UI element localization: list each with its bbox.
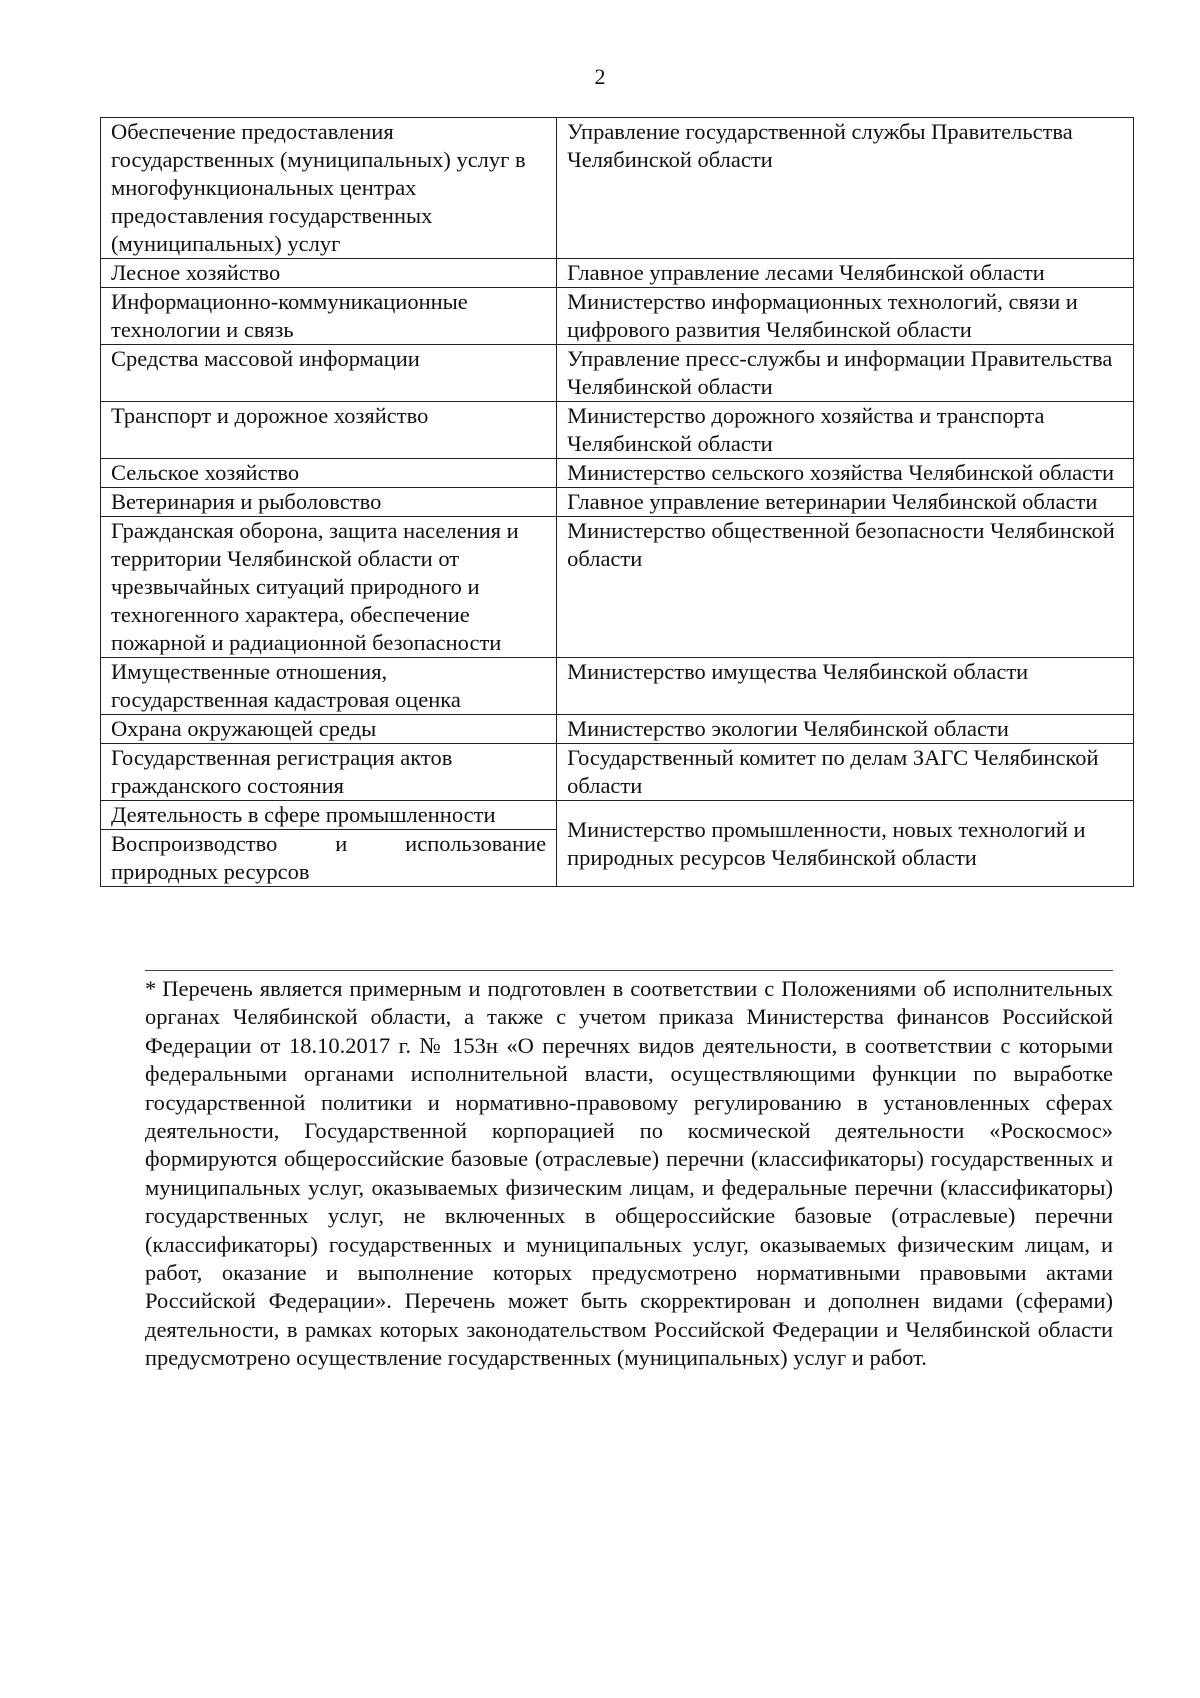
activity-cell: Сельское хозяйство	[101, 459, 557, 488]
authority-cell: Управление пресс-службы и информации Правительства Челябинской области	[557, 345, 1134, 402]
authority-cell: Министерство общественной безопасности Челябинской области	[557, 517, 1134, 658]
activity-cell: Лесное хозяйство	[101, 259, 557, 288]
authority-cell: Министерство информационных технологий, связи и цифрового развития Челябинской области	[557, 288, 1134, 345]
activity-cell: Ветеринария и рыболовство	[101, 488, 557, 517]
table-row	[101, 118, 1134, 259]
activity-cell: Обеспечение предоставления государственных (муниципальных) услуг в многофункциональных центрах предоставления государственных (муниципальных) услуг	[101, 118, 557, 259]
authority-cell: Министерство имущества Челябинской области	[557, 658, 1134, 715]
footnote	[145, 975, 1113, 1373]
authority-cell: Министерство дорожного хозяйства и транспорта Челябинской области	[557, 402, 1134, 459]
authority-cell: Главное управление лесами Челябинской области	[557, 259, 1134, 288]
footnote-divider	[145, 970, 1113, 971]
activity-cell: Транспорт и дорожное хозяйство	[101, 402, 557, 459]
table-row	[101, 658, 1134, 715]
table-row	[101, 744, 1134, 801]
activities-table	[100, 117, 1134, 887]
authority-cell: Министерство сельского хозяйства Челябинской области	[557, 459, 1134, 488]
activity-cell: Деятельность в сфере промышленности	[101, 801, 557, 830]
table-row	[101, 801, 1134, 830]
activity-cell: Охрана окружающей среды	[101, 715, 557, 744]
table-row	[101, 288, 1134, 345]
activity-cell: Информационно-коммуникационные технологии и связь	[101, 288, 557, 345]
activity-cell: Средства массовой информации	[101, 345, 557, 402]
activity-cell: Государственная регистрация актов гражданского состояния	[101, 744, 557, 801]
footnote-marker: *	[145, 976, 157, 1001]
table-row	[101, 259, 1134, 288]
footnote-text: Перечень является примерным и подготовлен в соответствии с Положениями об исполнительных органах Челябинской области, а также с учетом приказа Министерства финансов Российской Федерации от 18.10.2017 г. № 153н «О перечнях видов деятельности, в соответствии с которыми федеральными органами исполнительной власти, осуществляющими функции по выработке государственной политики и нормативно-правовому регулированию в установленных сферах деятельности, Государственной корпорацией по космической деятельности «Роскосмос» формируются общероссийские базовые (отраслевые) перечни (классификаторы) государственных и муниципальных услуг, оказываемых физическим лицам, и федеральные перечни (классификаторы) государственных услуг, не включенных в общероссийские базовые (отраслевые) перечни (классификаторы) государственных и муниципальных услуг, оказываемых физическим лицам, и работ, оказание и выполнение которых предусмотрено нормативными правовыми актами Российской Федерации». Перечень может быть скорректирован и дополнен видами (сферами) деятельности, в рамках которых законодательством Российской Федерации и Челябинской области предусмотрено осуществление государственных (муниципальных) услуг и работ.	[145, 976, 1113, 1371]
table-row	[101, 402, 1134, 459]
activity-cell: Гражданская оборона, защита населения и территории Челябинской области от чрезвычайных ситуаций природного и техногенного характера, обеспечение пожарной и радиационной безопасности	[101, 517, 557, 658]
table-row	[101, 459, 1134, 488]
authority-cell: Государственный комитет по делам ЗАГС Челябинской области	[557, 744, 1134, 801]
activity-cell: Имущественные отношения, государственная кадастровая оценка	[101, 658, 557, 715]
table-row	[101, 517, 1134, 658]
table-row	[101, 345, 1134, 402]
authority-cell-merged: Министерство промышленности, новых технологий и природных ресурсов Челябинской области	[557, 801, 1134, 887]
authority-cell: Главное управление ветеринарии Челябинской области	[557, 488, 1134, 517]
page-number: 2	[594, 64, 606, 89]
authority-cell: Управление государственной службы Правительства Челябинской области	[557, 118, 1134, 259]
table-row	[101, 715, 1134, 744]
authority-cell: Министерство экологии Челябинской области	[557, 715, 1134, 744]
table-row	[101, 488, 1134, 517]
activity-cell: Воспроизводство и использование природных ресурсов	[101, 830, 557, 887]
